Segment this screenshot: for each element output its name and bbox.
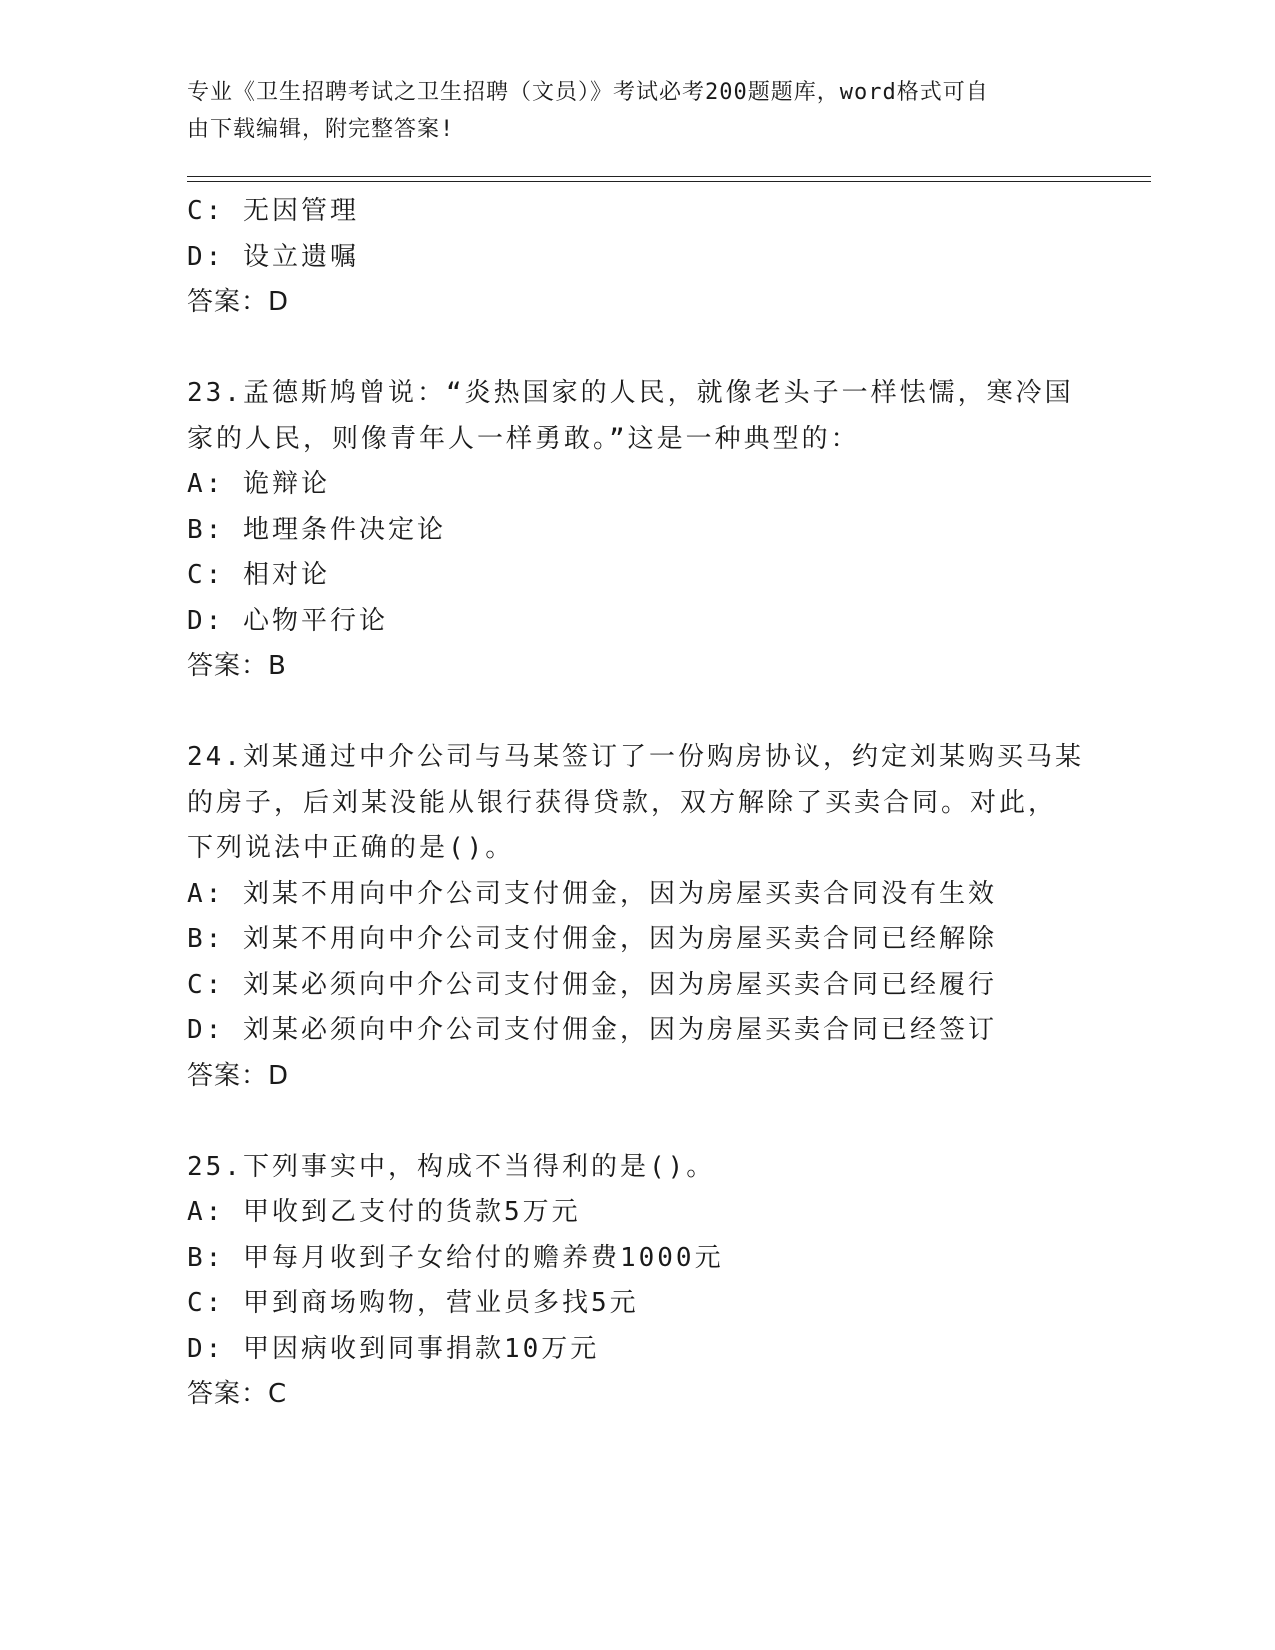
- answer-line: 答案：C: [187, 1379, 288, 1409]
- question-stem-line: 25.下列事实中，构成不当得利的是()。: [187, 1151, 716, 1182]
- spacer: [187, 326, 1087, 372]
- option-c: C: 刘某必须向中介公司支付佣金，因为房屋买卖合同已经履行: [187, 969, 997, 1000]
- header-rule-bottom: [187, 181, 1151, 182]
- option-d: D: 设立遗嘱: [187, 241, 359, 272]
- header-line-2: 由下载编辑，附完整答案!: [187, 117, 455, 142]
- question-stem-line: 23.孟德斯鸠曾说：“炎热国家的人民，就像老头子一样怯懦，寒冷国: [187, 378, 1074, 408]
- header-line-1: 专业《卫生招聘考试之卫生招聘（文员）》考试必考200题题库，word格式可自: [187, 80, 989, 105]
- answer-line: 答案：B: [187, 651, 287, 681]
- question-24: [187, 735, 1087, 1099]
- option-c: C: 无因管理: [187, 196, 359, 226]
- option-d: D: 刘某必须向中介公司支付佣金，因为房屋买卖合同已经签订: [187, 1015, 997, 1045]
- answer-line: 答案：D: [187, 1060, 290, 1091]
- header-rule-top: [187, 176, 1151, 177]
- question-stem-line: 家的人民，则像青年人一样勇敢。”这是一种典型的：: [187, 423, 860, 454]
- question-23: [187, 371, 1087, 690]
- option-c: C: 甲到商场购物，营业员多找5元: [187, 1288, 639, 1318]
- question-stem-line: 24.刘某通过中介公司与马某签订了一份购房协议，约定刘某购买马某: [187, 742, 1084, 772]
- question-22-continued: [187, 189, 1087, 326]
- spacer: [187, 1099, 1087, 1145]
- question-stem-line: 下列说法中正确的是()。: [187, 833, 515, 863]
- option-b: B: 刘某不用向中介公司支付佣金，因为房屋买卖合同已经解除: [187, 924, 997, 954]
- option-a: A: 刘某不用向中介公司支付佣金，因为房屋买卖合同没有生效: [187, 878, 997, 909]
- document-header: [187, 74, 1067, 148]
- question-content: [187, 189, 1087, 1418]
- option-d: D: 心物平行论: [187, 605, 388, 636]
- answer-line: 答案：D: [187, 287, 290, 317]
- option-d: D: 甲因病收到同事捐款10万元: [187, 1333, 600, 1364]
- question-stem-line: 的房子，后刘某没能从银行获得贷款，双方解除了买卖合同。对此，: [187, 787, 1058, 818]
- question-25: [187, 1145, 1087, 1418]
- option-b: B: 地理条件决定论: [187, 514, 446, 545]
- option-b: B: 甲每月收到子女给付的赡养费1000元: [187, 1242, 724, 1273]
- spacer: [187, 690, 1087, 736]
- option-c: C: 相对论: [187, 560, 330, 590]
- option-a: A: 甲收到乙支付的货款5万元: [187, 1197, 581, 1227]
- option-a: A: 诡辩论: [187, 469, 330, 499]
